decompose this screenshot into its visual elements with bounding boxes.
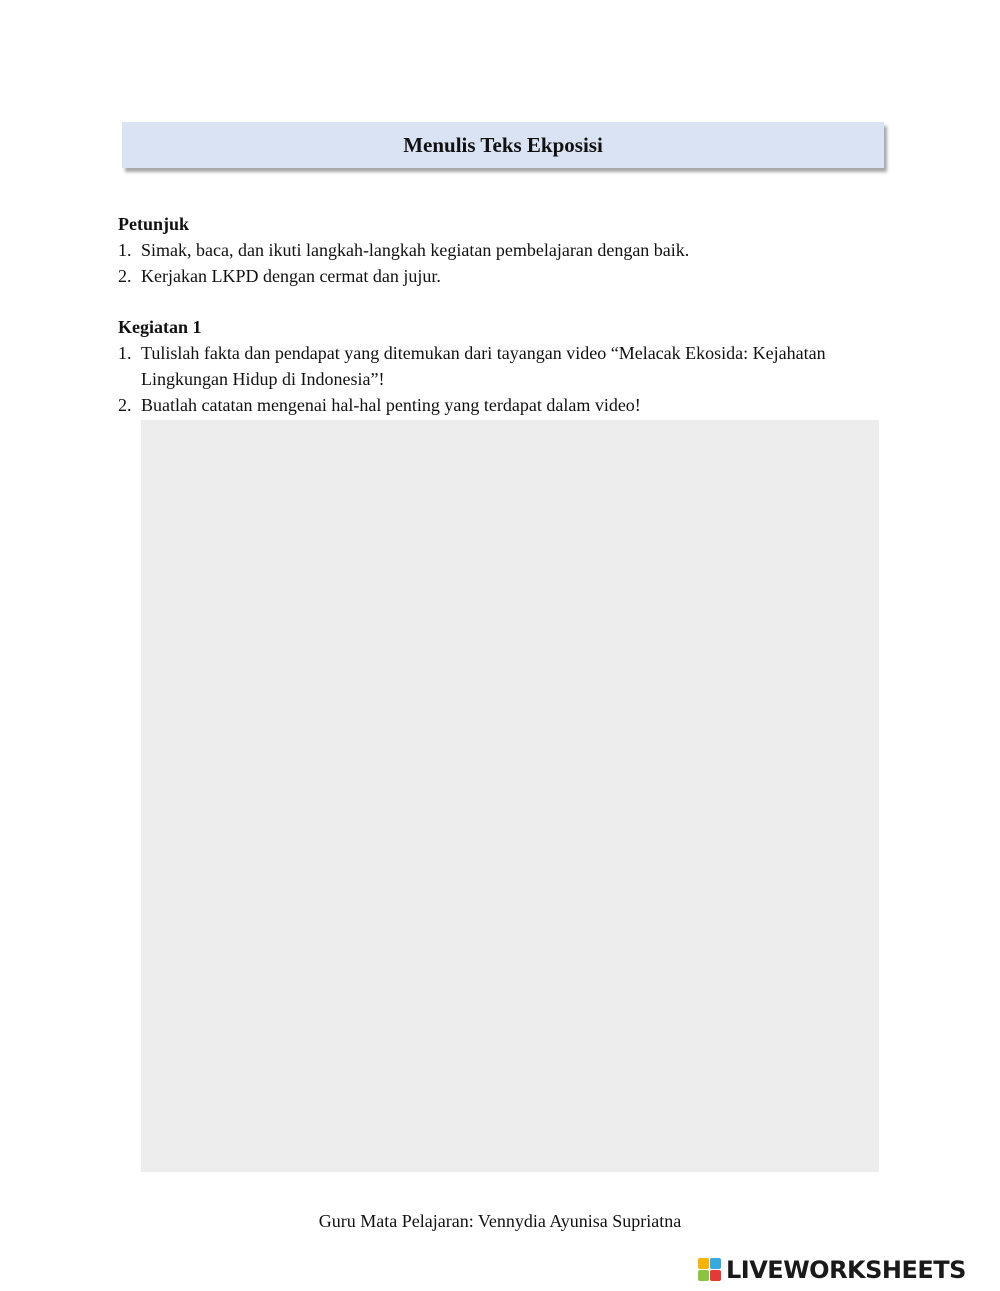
petunjuk-section bbox=[118, 211, 898, 289]
list-item-number: 2. bbox=[118, 266, 132, 286]
list-item bbox=[118, 263, 898, 289]
teacher-footer: Guru Mata Pelajaran: Vennydia Ayunisa Supriatna bbox=[318, 1211, 682, 1231]
list-item bbox=[118, 340, 898, 392]
liveworksheets-logo-icon bbox=[698, 1258, 722, 1282]
list-item-text: Buatlah catatan mengenai hal-hal penting yang terdapat dalam video! bbox=[141, 395, 641, 415]
list-item bbox=[118, 392, 898, 418]
title-banner bbox=[122, 122, 884, 168]
petunjuk-heading: Petunjuk bbox=[118, 214, 190, 234]
liveworksheets-brand bbox=[698, 1255, 966, 1285]
logo-square-icon bbox=[710, 1270, 721, 1281]
list-item-text: Simak, baca, dan ikuti langkah-langkah kegiatan pembelajaran dengan baik. bbox=[141, 240, 690, 260]
logo-square-icon bbox=[698, 1270, 709, 1281]
list-item-text: Kerjakan LKPD dengan cermat dan jujur. bbox=[141, 266, 441, 286]
list-item-number: 1. bbox=[118, 240, 132, 260]
kegiatan-heading: Kegiatan 1 bbox=[118, 317, 202, 337]
logo-square-icon bbox=[710, 1258, 721, 1269]
list-item bbox=[118, 237, 898, 263]
list-item-number: 2. bbox=[118, 395, 132, 415]
answer-text-box[interactable] bbox=[141, 420, 879, 1172]
page-title: Menulis Teks Ekposisi bbox=[403, 132, 603, 157]
petunjuk-list bbox=[118, 237, 898, 289]
kegiatan-section bbox=[118, 314, 898, 418]
kegiatan-list bbox=[118, 340, 898, 418]
list-item-number: 1. bbox=[118, 343, 132, 363]
brand-name: LIVEWORKSHEETS bbox=[726, 1256, 966, 1284]
list-item-text: Tulislah fakta dan pendapat yang ditemukan dari tayangan video “Melacak Ekosida: Kejahatan Lingkungan Hidup di Indonesia”! bbox=[141, 343, 826, 389]
logo-square-icon bbox=[698, 1258, 709, 1269]
